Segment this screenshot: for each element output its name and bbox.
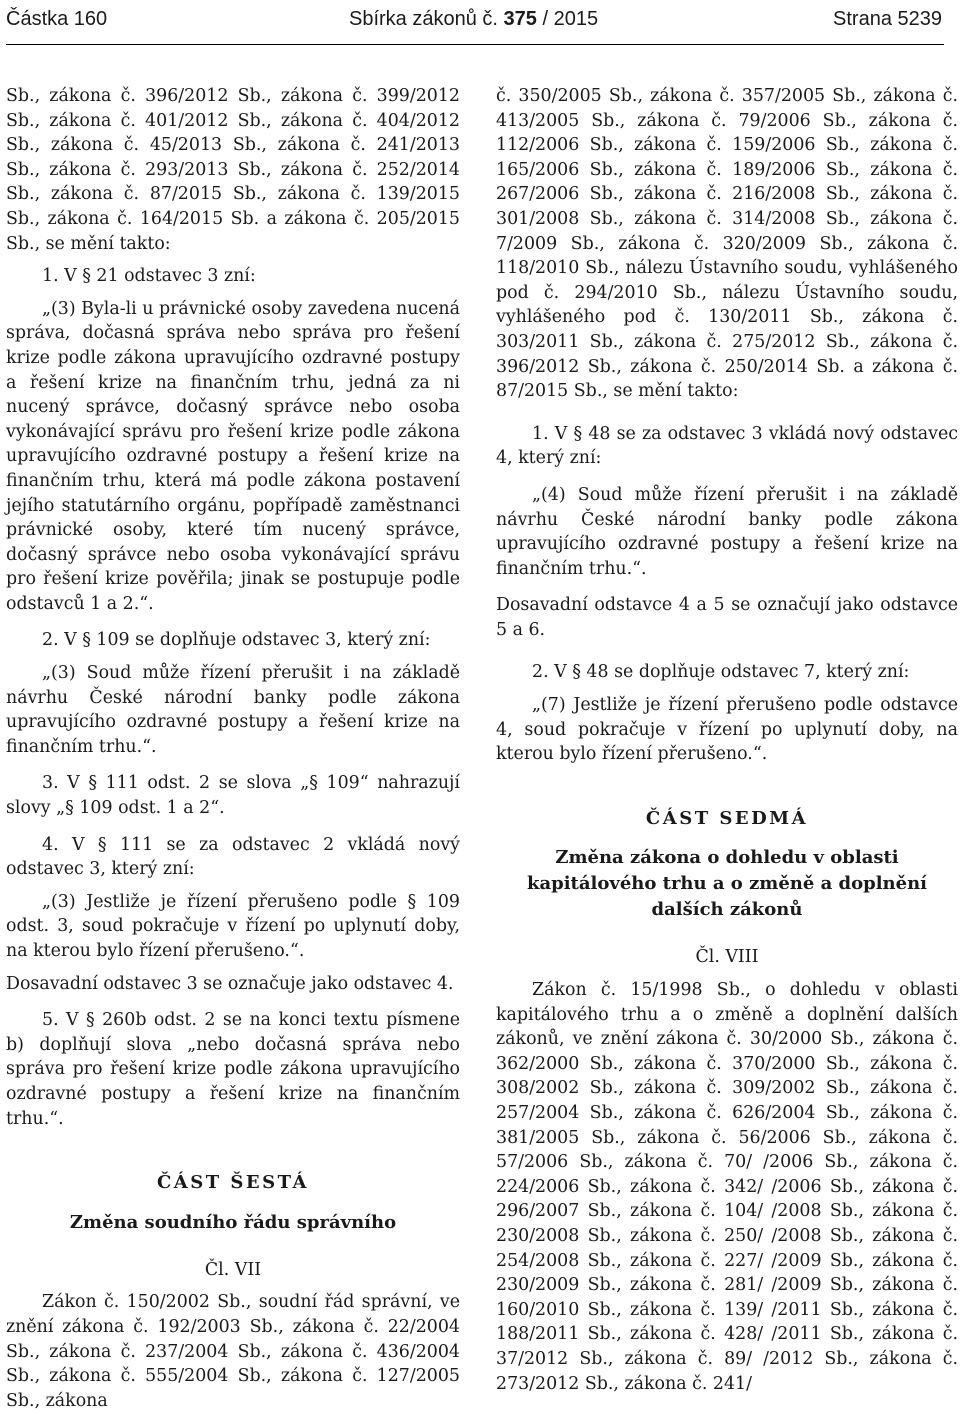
left-point-2: 2. V § 109 se doplňuje odstavec 3, který zní: <box>42 630 431 651</box>
header-collection-year: / 2015 <box>536 8 599 30</box>
left-point-3: 3. V § 111 odst. 2 se slova „§ 109“ nahrazují slovy „§ 109 odst. 1 a 2“. <box>6 773 460 819</box>
right-point-2-quote: „(7) Jestliže je řízení přerušeno podle odstavce 4, soud pokračuje v řízení po uplynutí doby, na kterou bylo řízení přerušeno.“. <box>496 695 958 765</box>
article-vii-heading: Čl. VII <box>204 1259 262 1280</box>
left-point-4-note: Dosavadní odstavec 3 se označuje jako odstavec 4. <box>6 973 454 994</box>
header-collection-prefix: Sbírka zákonů č. <box>349 8 498 30</box>
left-point-1-quote: „(3) Byla-li u právnické osoby zavedena nucená správa, dočasná správa nebo správa pro řešení krize podle zákona upravujícího ozdravné postupy a řešení krize na finančním trhu, jedná za ni nucený správce, dočasný správce nebo osoba vykonávající správu pro řešení krize podle zákona upravujícího ozdravné postupy a řešení krize na finančním trhu, která má podle zákona postavení jejího statutárního orgánu, popřípadě zaměstnanci právnické osoby, které tím nucený správce, dočasný správce nebo osoba vykonávající správu pro řešení krize pověřila; jinak se postupuje podle odstavců 1 a 2.“. <box>6 298 460 614</box>
left-column <box>6 84 460 1413</box>
part-six-heading: ČÁST ŠESTÁ <box>156 1172 310 1194</box>
right-point-1-quote: „(4) Soud může řízení přerušit i na základě návrhu České národní banky podle zákona upravujícího ozdravné postupy a řešení krize na finančním trhu.“. <box>496 484 958 579</box>
header-page-number: Strana 5239 <box>833 8 942 30</box>
left-intro: Sb., zákona č. 396/2012 Sb., zákona č. 399/2012 Sb., zákona č. 401/2012 Sb., zákona č. 404/2012 Sb., zákona č. 45/2013 Sb., zákona č. 241/2013 Sb., zákona č. 293/2013 Sb., zákona č. 252/2014 Sb., zákona č. 87/2015 Sb., zákona č. 139/2015 Sb., zákona č. 164/2015 Sb. a zákona č. 205/2015 Sb., se mění takto: <box>6 86 460 254</box>
right-point-1-note: Dosavadní odstavce 4 a 5 se označují jako odstavce 5 a 6. <box>496 595 958 640</box>
header-collection <box>349 4 598 34</box>
right-column <box>496 84 958 1396</box>
page-header <box>0 4 960 34</box>
part-six-title: Změna soudního řádu správního <box>69 1211 397 1233</box>
header-collection-number: 375 <box>503 8 537 30</box>
part-seven-heading: ČÁST SEDMÁ <box>645 807 809 829</box>
right-point-2: 2. V § 48 se doplňuje odstavec 7, který zní: <box>532 662 910 683</box>
part-seven-title: Změna zákona o dohledu v oblasti kapitálového trhu a o změně a doplnění dalších zákonů <box>526 847 928 921</box>
right-point-1: 1. V § 48 se za odstavec 3 vkládá nový odstavec 4, který zní: <box>496 423 958 469</box>
left-point-4: 4. V § 111 se za odstavec 2 vkládá nový odstavec 3, který zní: <box>6 834 460 880</box>
article-viii-text: Zákon č. 15/1998 Sb., o dohledu v oblasti kapitálového trhu a o změně a doplnění dalších zákonů, ve znění zákona č. 30/2000 Sb., zákona č. 362/2000 Sb., zákona č. 370/2000 Sb., zákona č. 308/2002 Sb., zákona č. 309/2002 Sb., zákona č. 257/2004 Sb., zákona č. 626/2004 Sb., zákona č. 381/2005 Sb., zákona č. 56/2006 Sb., zákona č. 57/2006 Sb., zákona č. 70/ /2006 Sb., zákona č. 224/2006 Sb., zákona č. 342/ /2006 Sb., zákona č. 296/2007 Sb., zákona č. 104/ /2008 Sb., zákona č. 230/2008 Sb., zákona č. 250/ /2008 Sb., zákona č. 254/2008 Sb., zákona č. 227/ /2009 Sb., zákona č. 230/2009 Sb., zákona č. 281/ /2009 Sb., zákona č. 160/2010 Sb., zákona č. 139/ /2011 Sb., zákona č. 188/2011 Sb., zákona č. 428/ /2011 Sb., zákona č. 37/2012 Sb., zákona č. 89/ /2012 Sb., zákona č. 273/2012 Sb., zákona č. 241/ <box>496 980 958 1394</box>
right-intro: č. 350/2005 Sb., zákona č. 357/2005 Sb., zákona č. 413/2005 Sb., zákona č. 79/2006 Sb., zákona č. 112/2006 Sb., zákona č. 159/2006 Sb., zákona č. 165/2006 Sb., zákona č. 189/2006 Sb., zákona č. 267/2006 Sb., zákona č. 216/2008 Sb., zákona č. 301/2008 Sb., zákona č. 314/2008 Sb., zákona č. 7/2009 Sb., zákona č. 320/2009 Sb., zákona č. 118/2010 Sb., nálezu Ústavního soudu, vyhlášeného pod č. 294/2010 Sb., nálezu Ústavního soudu, vyhlášeného pod č. 130/2011 Sb., zákona č. 303/2011 Sb., zákona č. 275/2012 Sb., zákona č. 396/2012 Sb., zákona č. 250/2014 Sb. a zákona č. 87/2015 Sb., se mění takto: <box>496 86 958 402</box>
left-point-1: 1. V § 21 odstavec 3 zní: <box>42 266 256 287</box>
article-vii-text: Zákon č. 150/2002 Sb., soudní řád správní, ve znění zákona č. 192/2003 Sb., zákona č. 22/2004 Sb., zákona č. 237/2004 Sb., zákona č. 436/2004 Sb., zákona č. 555/2004 Sb., zákona č. 127/2005 Sb., zákona <box>6 1292 460 1411</box>
left-point-4-quote: „(3) Jestliže je řízení přerušeno podle § 109 odst. 3, soud pokračuje v řízení po uplynutí doby, na kterou bylo řízení přerušeno.“. <box>6 891 460 961</box>
left-point-5: 5. V § 260b odst. 2 se na konci textu písmene b) doplňují slova „nebo dočasná správa nebo správa pro řešení krize podle zákona upravujícího ozdravné postupy a řešení krize na finančním trhu.“. <box>6 1010 460 1129</box>
header-part: Částka 160 <box>6 8 108 30</box>
left-point-2-quote: „(3) Soud může řízení přerušit i na základě návrhu České národní banky podle zákona upravujícího ozdravné postupy a řešení krize na finančním trhu.“. <box>6 663 460 757</box>
header-rule <box>6 44 944 45</box>
article-viii-heading: Čl. VIII <box>695 947 759 968</box>
